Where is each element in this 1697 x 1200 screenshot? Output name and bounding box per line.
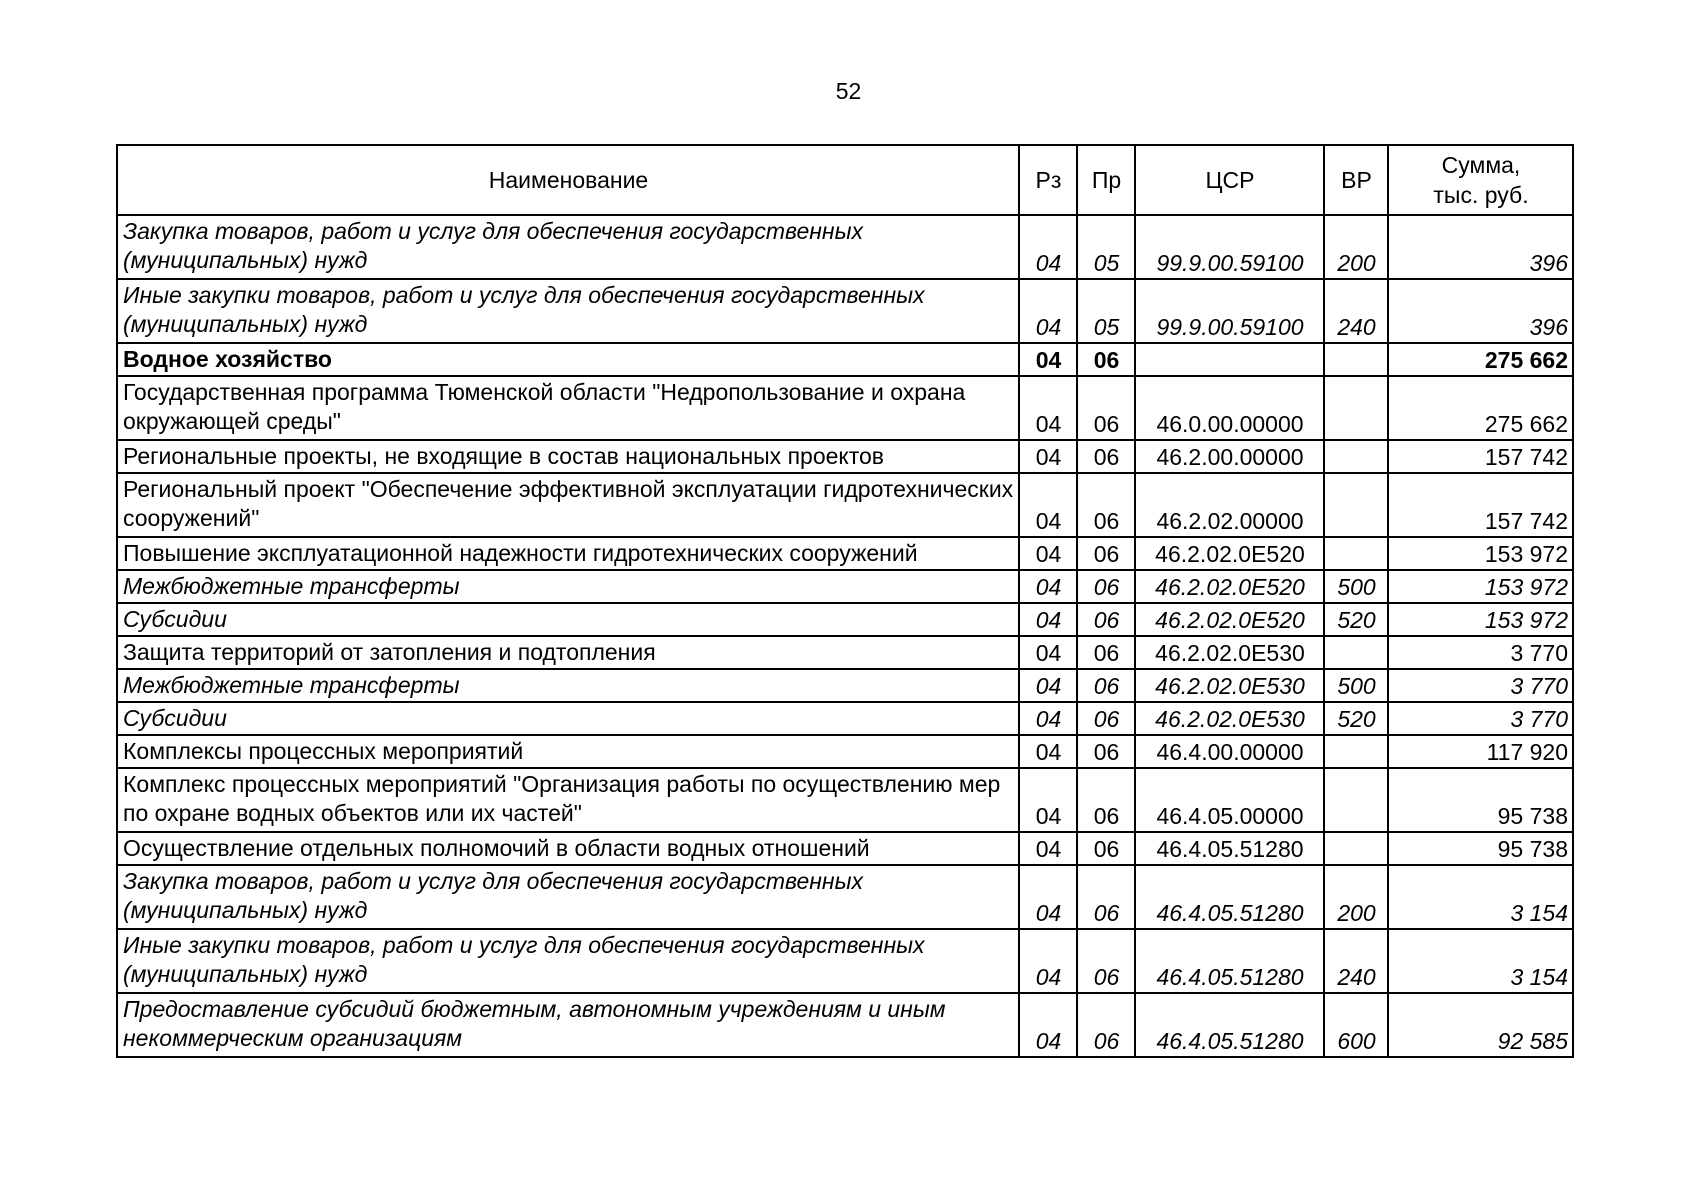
row-csr: 46.0.00.00000: [1135, 376, 1324, 440]
table-row: [117, 993, 1573, 1057]
row-vr: [1324, 735, 1388, 768]
row-name: Государственная программа Тюменской области "Недропользование и охрана окружающей среды": [117, 376, 1019, 440]
row-name: Региональные проекты, не входящие в состав национальных проектов: [117, 440, 1019, 473]
row-vr: 520: [1324, 702, 1388, 735]
row-sum: 95 738: [1388, 768, 1573, 832]
row-sum: 3 770: [1388, 702, 1573, 735]
row-vr: [1324, 473, 1388, 537]
row-rz: 04: [1019, 215, 1077, 279]
row-name: Закупка товаров, работ и услуг для обеспечения государственных (муниципальных) нужд: [117, 865, 1019, 929]
table-row: [117, 440, 1573, 473]
row-name: Межбюджетные трансферты: [117, 570, 1019, 603]
table-row: [117, 832, 1573, 865]
row-csr: 46.2.02.0Е520: [1135, 537, 1324, 570]
row-csr: 46.2.02.0Е530: [1135, 636, 1324, 669]
row-name: Защита территорий от затопления и подтопления: [117, 636, 1019, 669]
row-rz: 04: [1019, 702, 1077, 735]
row-name: Водное хозяйство: [117, 343, 1019, 376]
row-pr: 06: [1077, 768, 1135, 832]
row-pr: 06: [1077, 537, 1135, 570]
page-number: 52: [835, 78, 862, 104]
row-pr: 06: [1077, 993, 1135, 1057]
table-row: [117, 376, 1573, 440]
row-csr: 46.2.02.0Е520: [1135, 603, 1324, 636]
row-rz: 04: [1019, 768, 1077, 832]
row-sum: 275 662: [1388, 376, 1573, 440]
row-rz: 04: [1019, 440, 1077, 473]
row-vr: 200: [1324, 865, 1388, 929]
row-vr: 240: [1324, 279, 1388, 343]
budget-table: [116, 144, 1574, 1058]
row-sum: 3 154: [1388, 929, 1573, 993]
row-rz: 04: [1019, 993, 1077, 1057]
row-pr: 06: [1077, 929, 1135, 993]
table-row: [117, 603, 1573, 636]
row-sum: 95 738: [1388, 832, 1573, 865]
row-name: Закупка товаров, работ и услуг для обеспечения государственных (муниципальных) нужд: [117, 215, 1019, 279]
row-csr: 46.4.00.00000: [1135, 735, 1324, 768]
row-sum: 3 154: [1388, 865, 1573, 929]
row-name: Комплексы процессных мероприятий: [117, 735, 1019, 768]
table-row: [117, 343, 1573, 376]
row-csr: 46.2.02.00000: [1135, 473, 1324, 537]
row-name: Иные закупки товаров, работ и услуг для обеспечения государственных (муниципальных) нужд: [117, 929, 1019, 993]
row-rz: 04: [1019, 376, 1077, 440]
row-pr: 06: [1077, 473, 1135, 537]
row-name: Предоставление субсидий бюджетным, автономным учреждениям и иным некоммерческим организациям: [117, 993, 1019, 1057]
row-pr: 05: [1077, 215, 1135, 279]
row-csr: 46.2.00.00000: [1135, 440, 1324, 473]
table-row: [117, 537, 1573, 570]
row-pr: 06: [1077, 440, 1135, 473]
row-name: Иные закупки товаров, работ и услуг для обеспечения государственных (муниципальных) нужд: [117, 279, 1019, 343]
row-pr: 06: [1077, 376, 1135, 440]
row-rz: 04: [1019, 735, 1077, 768]
header-sum-line1: Сумма,: [1441, 152, 1521, 178]
row-rz: 04: [1019, 669, 1077, 702]
row-csr: 99.9.00.59100: [1135, 215, 1324, 279]
row-vr: [1324, 768, 1388, 832]
row-pr: 06: [1077, 865, 1135, 929]
row-pr: 06: [1077, 343, 1135, 376]
row-sum: 92 585: [1388, 993, 1573, 1057]
row-pr: 06: [1077, 669, 1135, 702]
row-csr: 46.2.02.0Е530: [1135, 702, 1324, 735]
row-csr: 46.4.05.51280: [1135, 832, 1324, 865]
row-sum: 157 742: [1388, 473, 1573, 537]
row-sum: 275 662: [1388, 343, 1573, 376]
header-rz: Рз: [1019, 145, 1077, 215]
table-row: [117, 735, 1573, 768]
row-rz: 04: [1019, 865, 1077, 929]
row-rz: 04: [1019, 473, 1077, 537]
row-name: Повышение эксплуатационной надежности гидротехнических сооружений: [117, 537, 1019, 570]
row-name: Осуществление отдельных полномочий в области водных отношений: [117, 832, 1019, 865]
row-name: Комплекс процессных мероприятий "Организация работы по осуществлению мер по охране водных объектов или их частей": [117, 768, 1019, 832]
row-csr: 46.4.05.51280: [1135, 865, 1324, 929]
row-pr: 06: [1077, 832, 1135, 865]
row-pr: 06: [1077, 735, 1135, 768]
row-name: Субсидии: [117, 603, 1019, 636]
row-pr: 06: [1077, 636, 1135, 669]
row-vr: [1324, 376, 1388, 440]
row-csr: 46.4.05.51280: [1135, 993, 1324, 1057]
row-name: Субсидии: [117, 702, 1019, 735]
row-rz: 04: [1019, 603, 1077, 636]
row-sum: 396: [1388, 215, 1573, 279]
row-sum: 117 920: [1388, 735, 1573, 768]
table-row: [117, 865, 1573, 929]
row-csr: 46.4.05.51280: [1135, 929, 1324, 993]
row-sum: 157 742: [1388, 440, 1573, 473]
header-name: Наименование: [117, 145, 1019, 215]
table-row: [117, 636, 1573, 669]
row-name: Межбюджетные трансферты: [117, 669, 1019, 702]
row-sum: 153 972: [1388, 537, 1573, 570]
row-vr: [1324, 440, 1388, 473]
row-vr: 200: [1324, 215, 1388, 279]
header-vr: ВР: [1324, 145, 1388, 215]
row-pr: 06: [1077, 702, 1135, 735]
row-rz: 04: [1019, 343, 1077, 376]
header-sum: [1388, 145, 1573, 215]
table-row: [117, 929, 1573, 993]
row-rz: 04: [1019, 570, 1077, 603]
header-pr: Пр: [1077, 145, 1135, 215]
row-sum: 3 770: [1388, 636, 1573, 669]
row-rz: 04: [1019, 279, 1077, 343]
row-rz: 04: [1019, 929, 1077, 993]
row-vr: [1324, 537, 1388, 570]
row-pr: 06: [1077, 570, 1135, 603]
row-rz: 04: [1019, 636, 1077, 669]
header-sum-line2: тыс. руб.: [1433, 182, 1529, 208]
row-csr: 46.4.05.00000: [1135, 768, 1324, 832]
row-vr: [1324, 343, 1388, 376]
header-csr: ЦСР: [1135, 145, 1324, 215]
row-sum: 396: [1388, 279, 1573, 343]
row-sum: 3 770: [1388, 669, 1573, 702]
row-vr: 600: [1324, 993, 1388, 1057]
row-vr: 500: [1324, 570, 1388, 603]
table-row: [117, 279, 1573, 343]
row-rz: 04: [1019, 832, 1077, 865]
row-vr: [1324, 636, 1388, 669]
table-row: [117, 570, 1573, 603]
row-vr: 500: [1324, 669, 1388, 702]
row-vr: 520: [1324, 603, 1388, 636]
row-pr: 06: [1077, 603, 1135, 636]
table-row: [117, 768, 1573, 832]
table-row: [117, 215, 1573, 279]
row-vr: 240: [1324, 929, 1388, 993]
row-csr: 46.2.02.0Е520: [1135, 570, 1324, 603]
row-sum: 153 972: [1388, 570, 1573, 603]
row-sum: 153 972: [1388, 603, 1573, 636]
table-row: [117, 669, 1573, 702]
row-csr: 46.2.02.0Е530: [1135, 669, 1324, 702]
row-vr: [1324, 832, 1388, 865]
row-pr: 05: [1077, 279, 1135, 343]
table-row: [117, 473, 1573, 537]
table-header-row: [117, 145, 1573, 215]
row-csr: 99.9.00.59100: [1135, 279, 1324, 343]
row-name: Региональный проект "Обеспечение эффективной эксплуатации гидротехнических сооружений": [117, 473, 1019, 537]
row-rz: 04: [1019, 537, 1077, 570]
row-csr: [1135, 343, 1324, 376]
table-row: [117, 702, 1573, 735]
